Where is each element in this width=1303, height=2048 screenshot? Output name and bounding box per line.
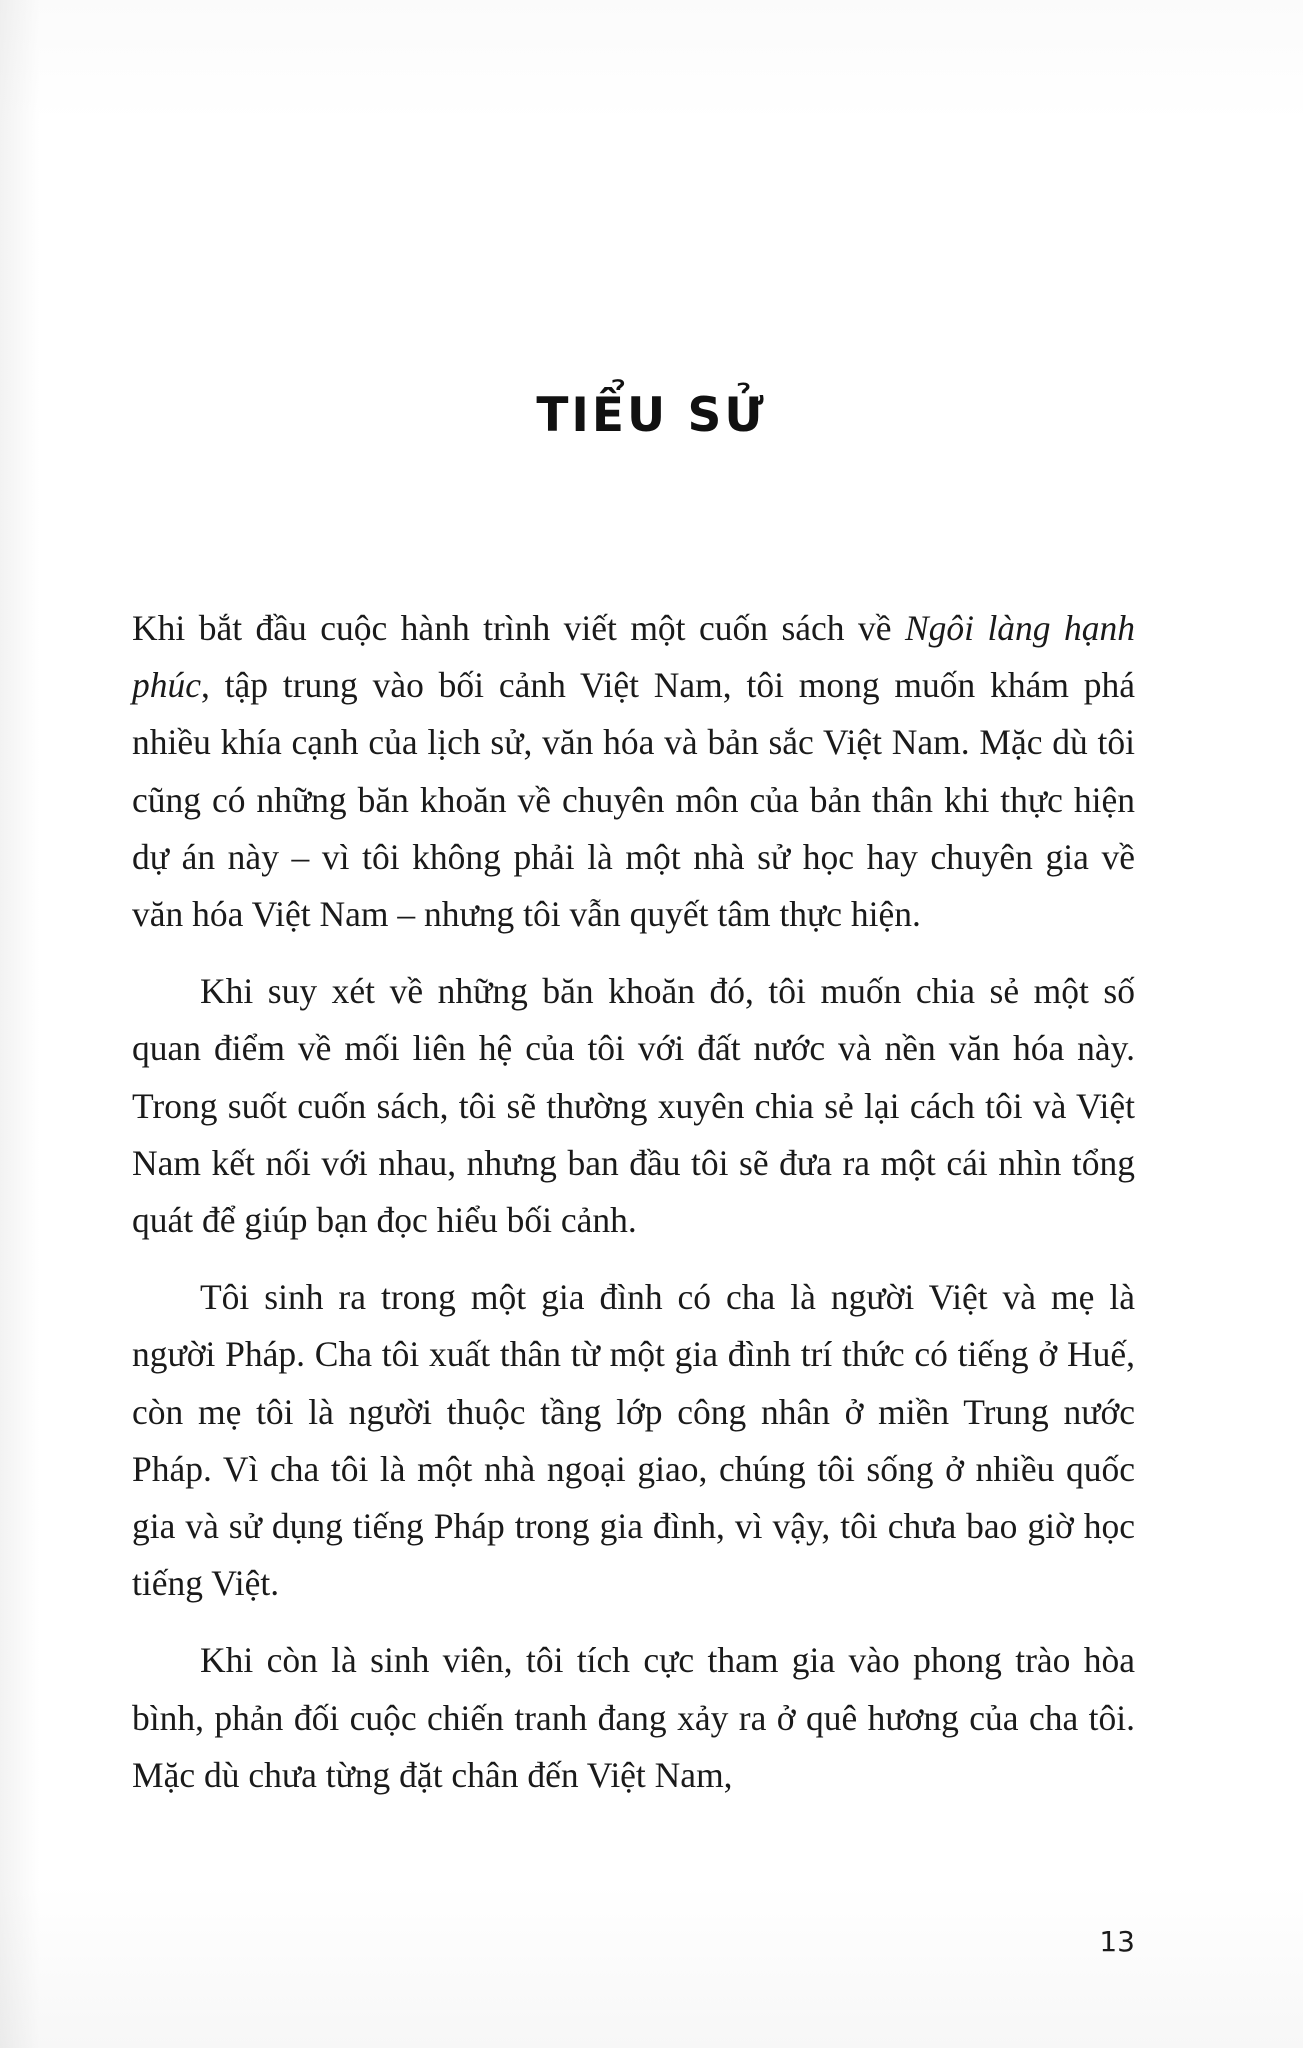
paragraph-4-text: Khi còn là sinh viên, tôi tích cực tham gia vào phong trào hòa bình, phản đối cuộc chiến tranh đang xảy ra ở quê hương của cha tôi. Mặc dù chưa từng đặt chân đến Việt Nam, [132, 1640, 1135, 1795]
page-number: 13 [1099, 1925, 1135, 1958]
page-edge-shadow [0, 0, 40, 2048]
paragraph-1-text-b: , tập trung vào bối cảnh Việt Nam, tôi mong muốn khám phá nhiều khía cạnh của lịch sử, văn hóa và bản sắc Việt Nam. Mặc dù tôi cũng có những băn khoăn về chuyên môn của bản thân khi thực hiện dự án này – vì tôi không phải là một nhà sử học hay chuyên gia về văn hóa Việt Nam – nhưng tôi vẫn quyết tâm thực hiện. [132, 665, 1135, 935]
paragraph-1-text-a: Khi bắt đầu cuộc hành trình viết một cuốn sách về [132, 608, 905, 648]
paragraph-1 [132, 600, 1135, 943]
paragraph-3-text: Tôi sinh ra trong một gia đình có cha là người Việt và mẹ là người Pháp. Cha tôi xuất thân từ một gia đình trí thức có tiếng ở Huế, còn mẹ tôi là người thuộc tầng lớp công nhân ở miền Trung nước Pháp. Vì cha tôi là một nhà ngoại giao, chúng tôi sống ở nhiều quốc gia và sử dụng tiếng Pháp trong gia đình, vì vậy, tôi chưa bao giờ học tiếng Việt. [132, 1277, 1135, 1604]
paragraph-2 [132, 963, 1135, 1249]
paragraph-3 [132, 1269, 1135, 1612]
paragraph-4 [132, 1632, 1135, 1804]
book-title-italic: Ngôi làng hạnh phúc [132, 608, 1136, 706]
body-text [132, 600, 1135, 1824]
paragraph-2-text: Khi suy xét về những băn khoăn đó, tôi muốn chia sẻ một số quan điểm về mối liên hệ của tôi với đất nước và nền văn hóa này. Trong suốt cuốn sách, tôi sẽ thường xuyên chia sẻ lại cách tôi và Việt Nam kết nối với nhau, nhưng ban đầu tôi sẽ đưa ra một cái nhìn tổng quát để giúp bạn đọc hiểu bối cảnh. [132, 971, 1135, 1241]
chapter-title: TIỂU SỬ [536, 388, 767, 443]
